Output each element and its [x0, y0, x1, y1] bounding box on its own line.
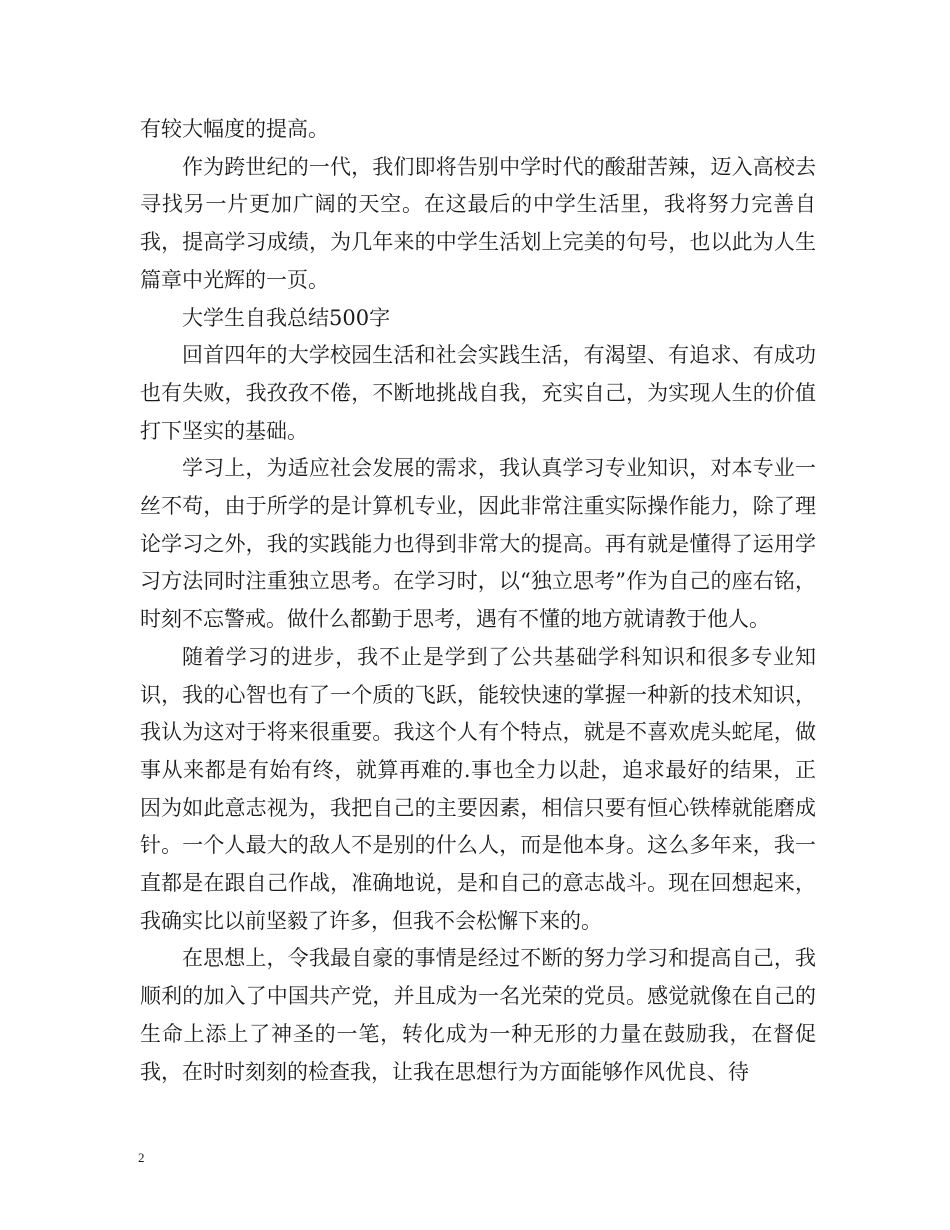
paragraph-continuation: 有较大幅度的提高。 — [140, 117, 329, 141]
paragraph-university-review: 回首四年的大学校园生活和社会实践生活，有渴望、有追求、有成功也有失败，我孜孜不倦，不断地挑战自我，充实自己，为实现人生的价值打下坚实的基础。 — [140, 343, 816, 443]
paragraph-ideology: 在思想上，令我最自豪的事情是经过不断的努力学习和提高自己，我顺利的加入了中国共产党，并且成为一名光荣的党员。感觉就像在自己的生命上添上了神圣的一笔，转化成为一种无形的力量在鼓励我，在督促我，在时时刻刻的检查我，让我在思想行为方面能够作风优良、待 — [140, 946, 816, 1084]
paragraph-progress: 随着学习的进步，我不止是学到了公共基础学科知识和很多专业知识，我的心智也有了一个质的飞跃，能较快速的掌握一种新的技术知识，我认为这对于将来很重要。我这个人有个特点，就是不喜欢虎头蛇尾，做事从来都是有始有终，就算再难的.事也全力以赴，追求最好的结果，正因为如此意志视为，我把自己的主要因素，相信只要有恒心铁棒就能磨成针。一个人最大的敌人不是别的什么人，而是他本身。这么多年来，我一直都是在跟自己作战，准确地说，是和自己的意志战斗。现在回想起来，我确实比以前坚毅了许多，但我不会松懈下来的。 — [140, 644, 816, 933]
paragraph-study: 学习上，为适应社会发展的需求，我认真学习专业知识，对本专业一丝不苟，由于所学的是计算机专业，因此非常注重实际操作能力，除了理论学习之外，我的实践能力也得到非常大的提高。再有就是懂得了运用学习方法同时注重独立思考。在学习时，以“独立思考”作为自己的座右铭，时刻不忘警戒。做什么都勤于思考，遇有不懂的地方就请教于他人。 — [140, 456, 816, 632]
section-heading: 大学生自我总结500字 — [182, 305, 391, 330]
document-body — [140, 111, 816, 1091]
paragraph-graduation-outlook: 作为跨世纪的一代，我们即将告别中学时代的酸甜苦辣，迈入高校去寻找另一片更加广阔的天空。在这最后的中学生活里，我将努力完善自我，提高学习成绩，为几年来的中学生活划上完美的句号，也以此为人生篇章中光辉的一页。 — [140, 154, 816, 292]
page-number: 2 — [138, 1150, 145, 1165]
